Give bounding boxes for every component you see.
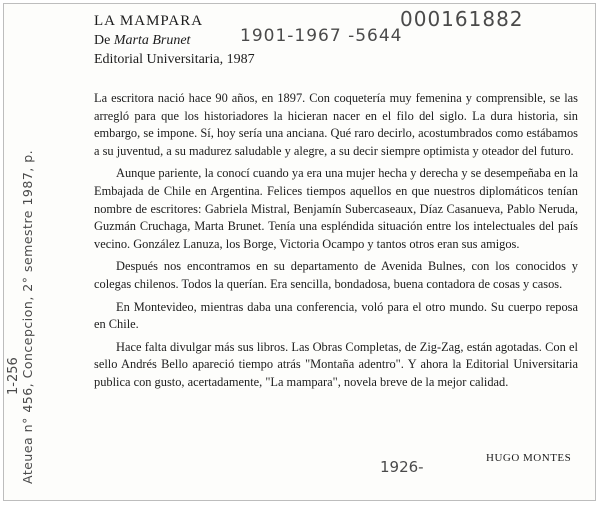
book-publisher: Editorial Universitaria, 1987 (94, 52, 255, 67)
paragraph: Después nos encontramos en su departamento de Avenida Bulnes, con los conocidos y colegas chilenos. Todos la querían. Era sencilla, bondadosa, buena contadora de cosas y casos. (94, 259, 578, 291)
author-prefix: De (94, 33, 111, 48)
handwritten-margin-note: Ateuea n° 456, Concepcion, 2° semestre 1987, p. (20, 149, 35, 484)
paragraph: En Montevideo, mientras daba una conferencia, voló para el otro mundo. Su cuerpo reposa en Chile. (94, 299, 578, 332)
book-title: LA MAMPARA (94, 13, 204, 29)
handwritten-code: 000161882 (400, 7, 524, 31)
paragraph: Hace falta divulgar más sus libros. Las Obras Completas, de Zig-Zag, están agotadas. Con el sello Andrés Bello apareció tiempo atrás "Montaña adentro". Y ahora la Editorial Universitaria publica con gusto, acertadamente, "La mampara", novela breve de la mejor calidad. (94, 339, 578, 389)
review-header (94, 12, 255, 69)
signature: HUGO MONTES (486, 452, 572, 464)
paragraph: La escritora nació hace 90 años, en 1897. Con coquetería muy femenina y comprensible, se las arregló para que los historiadores la hicieran nacer en el filo del siglo. La dura historia, sin embargo, se impone. Sí, hoy sería una anciana. Qué raro decirlo, acostumbrados como estábamos a su juventud, a su madurez saludable y alegre, a su decir siempre optimista y oteador del futuro. (94, 91, 578, 158)
review-body (94, 90, 578, 397)
handwritten-margin-number: 1-256 (6, 357, 21, 395)
book-author (94, 31, 255, 50)
handwritten-years: 1901-1967 -5644 (240, 26, 403, 46)
author-name: Marta Brunet (113, 33, 191, 48)
handwritten-bottom-number: 1926- (380, 458, 424, 476)
paragraph: Aunque pariente, la conocí cuando ya era una mujer hecha y derecha y se desempeñaba en la Embajada de Chile en Argentina. Felices tiempos aquellos en que nuestros diplomáticos tenían nombre de escritores: Gabriela Mistral, Benjamín Subercaseaux, Díaz Casanueva, Pablo Neruda, Guzmán Cruchaga, Marta Brunet. Tenía una espléndida situación entre los intelectuales del país vecino. González Lanuza, los Borge, Victoria Ocampo y tantos otros eran sus amigos. (94, 166, 578, 251)
